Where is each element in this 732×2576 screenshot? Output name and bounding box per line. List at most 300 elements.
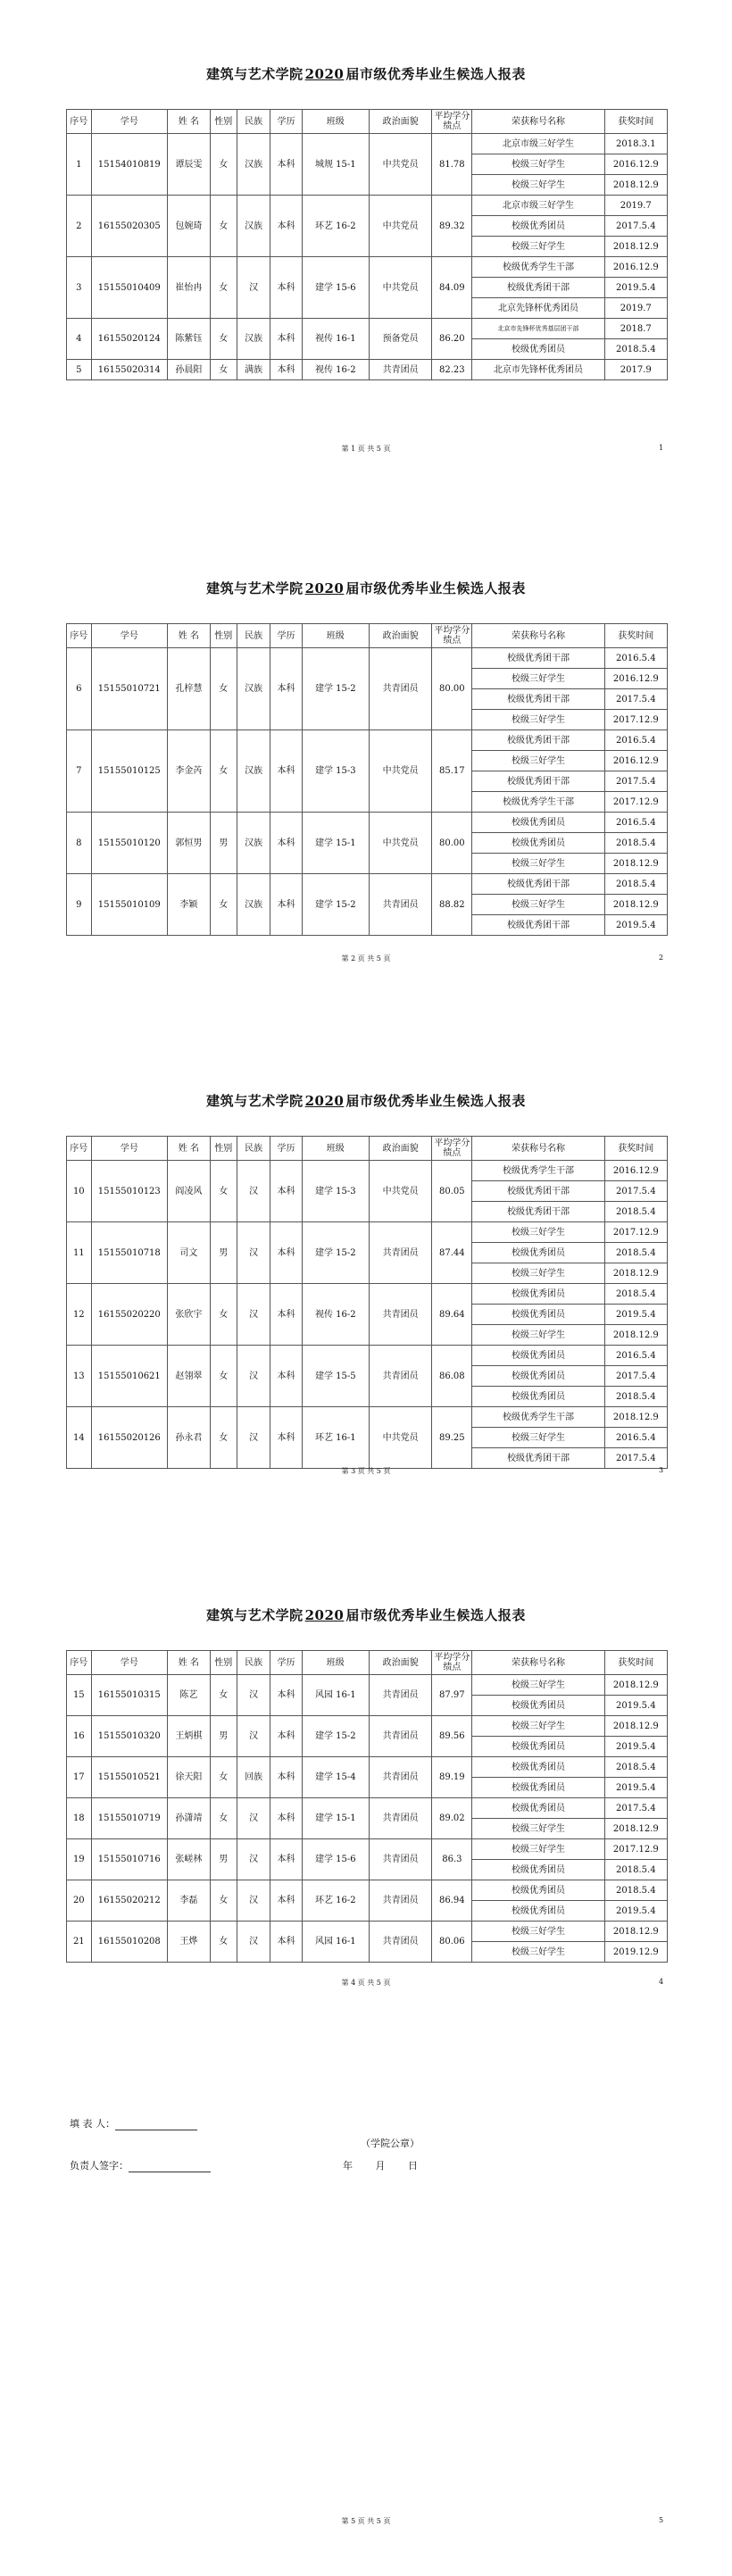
page-title [0, 1605, 732, 1624]
political-status-cell: 共青团员 [369, 1922, 431, 1963]
column-header: 学号 [91, 1651, 167, 1675]
student-id-cell: 15155010521 [91, 1757, 167, 1798]
column-header: 性别 [210, 110, 237, 134]
award-date-cell: 2017.12.9 [604, 1839, 667, 1860]
ethnicity-cell: 汉 [237, 1161, 270, 1222]
column-header: 姓 名 [167, 1137, 210, 1161]
award-date-cell: 2019.5.4 [604, 278, 667, 298]
award-date-cell: 2017.12.9 [604, 792, 667, 813]
award-title-cell: 校级优秀团员 [472, 339, 604, 360]
award-title-cell: 校级优秀团干部 [472, 1202, 604, 1222]
award-date-cell: 2018.5.4 [604, 1757, 667, 1778]
award-date-cell: 2018.5.4 [604, 339, 667, 360]
gender-cell: 女 [210, 874, 237, 936]
award-date-cell: 2019.5.4 [604, 1901, 667, 1922]
student-id-cell: 15155010716 [91, 1839, 167, 1880]
gpa-cell: 89.02 [432, 1798, 472, 1839]
filler-signature-label: 填 表 人： [70, 2118, 115, 2130]
seq-cell: 5 [67, 360, 92, 380]
class-cell: 建学 15-6 [302, 1839, 369, 1880]
award-title-cell: 校级优秀学生干部 [472, 792, 604, 813]
award-title-cell: 校级优秀团干部 [472, 689, 604, 710]
ethnicity-cell: 汉 [237, 1675, 270, 1716]
student-id-cell: 15155010125 [91, 730, 167, 813]
student-id-cell: 15155010621 [91, 1346, 167, 1407]
ethnicity-cell: 汉 [237, 1716, 270, 1757]
award-title-cell: 校级三好学生 [472, 175, 604, 196]
gender-cell: 女 [210, 1346, 237, 1407]
seq-cell: 19 [67, 1839, 92, 1880]
gpa-cell: 80.05 [432, 1161, 472, 1222]
political-status-cell: 共青团员 [369, 874, 431, 936]
ethnicity-cell: 汉族 [237, 813, 270, 874]
title-suffix: 届市级优秀毕业生候选人报表 [345, 66, 526, 82]
column-header: 序号 [67, 1137, 92, 1161]
ethnicity-cell: 汉族 [237, 730, 270, 813]
gpa-cell: 81.78 [432, 134, 472, 196]
seq-cell: 8 [67, 813, 92, 874]
student-id-cell: 16155020124 [91, 319, 167, 360]
award-date-cell: 2018.12.9 [604, 1819, 667, 1839]
gpa-cell: 84.09 [432, 257, 472, 319]
column-header: 性别 [210, 624, 237, 648]
award-date-cell: 2018.12.9 [604, 1716, 667, 1737]
award-title-cell: 校级三好学生 [472, 854, 604, 874]
political-status-cell: 共青团员 [369, 360, 431, 380]
page-title [0, 64, 732, 83]
page-count: 第 1 页 共 5 页 [341, 445, 391, 453]
column-header: 班级 [302, 1137, 369, 1161]
class-cell: 风园 16-1 [302, 1922, 369, 1963]
award-date-cell: 2016.5.4 [604, 1428, 667, 1448]
name-cell: 阎凌风 [167, 1161, 210, 1222]
leader-signature [70, 2158, 211, 2172]
award-date-cell: 2017.5.4 [604, 1798, 667, 1819]
name-cell: 孙潇靖 [167, 1798, 210, 1839]
table-row [67, 730, 668, 751]
ethnicity-cell: 汉 [237, 1407, 270, 1469]
award-title-cell: 校级三好学生 [472, 237, 604, 257]
table-row [67, 1880, 668, 1901]
table-row [67, 1675, 668, 1696]
award-date-cell: 2018.5.4 [604, 1243, 667, 1263]
class-cell: 建学 15-3 [302, 1161, 369, 1222]
seq-cell: 14 [67, 1407, 92, 1469]
table-row [67, 874, 668, 895]
education-cell: 本科 [270, 1757, 302, 1798]
award-date-cell: 2016.5.4 [604, 813, 667, 833]
table-row [67, 257, 668, 278]
award-date-cell: 2019.7 [604, 298, 667, 319]
seq-cell: 11 [67, 1222, 92, 1284]
award-title-cell: 校级优秀团干部 [472, 1181, 604, 1202]
table-row [67, 1716, 668, 1737]
page-number: 4 [659, 1978, 664, 1986]
award-date-cell: 2019.7 [604, 196, 667, 216]
table-row [67, 1346, 668, 1366]
award-title-cell: 校级优秀团员 [472, 1366, 604, 1387]
award-date-cell: 2018.12.9 [604, 854, 667, 874]
gender-cell: 男 [210, 1222, 237, 1284]
political-status-cell: 共青团员 [369, 1839, 431, 1880]
class-cell: 环艺 16-1 [302, 1407, 369, 1469]
ethnicity-cell: 汉 [237, 1346, 270, 1407]
table-row [67, 360, 668, 380]
name-cell: 郭恒男 [167, 813, 210, 874]
ethnicity-cell: 汉 [237, 1880, 270, 1922]
gender-cell: 男 [210, 1839, 237, 1880]
page-number: 5 [659, 2516, 664, 2524]
class-cell: 视传 16-2 [302, 1284, 369, 1346]
gpa-cell: 80.00 [432, 648, 472, 730]
candidate-table [66, 1136, 668, 1469]
class-cell: 建学 15-3 [302, 730, 369, 813]
gpa-cell: 88.82 [432, 874, 472, 936]
gender-cell: 女 [210, 1798, 237, 1839]
seq-cell: 17 [67, 1757, 92, 1798]
ethnicity-cell: 汉族 [237, 874, 270, 936]
award-title-cell: 校级三好学生 [472, 1819, 604, 1839]
name-cell: 崔怡冉 [167, 257, 210, 319]
column-header: 学历 [270, 1137, 302, 1161]
award-date-cell: 2017.5.4 [604, 689, 667, 710]
header-row [67, 1651, 668, 1675]
name-cell: 徐天阳 [167, 1757, 210, 1798]
column-header: 平均学分绩点 [432, 1137, 472, 1161]
college-seal-label: （学院公章） [361, 2138, 420, 2149]
gender-cell: 女 [210, 196, 237, 257]
student-id-cell: 15154010819 [91, 134, 167, 196]
gender-cell: 女 [210, 648, 237, 730]
gender-cell: 女 [210, 1161, 237, 1222]
award-title-cell: 校级三好学生 [472, 1675, 604, 1696]
column-header: 荣获称号名称 [472, 1651, 604, 1675]
gender-cell: 男 [210, 1716, 237, 1757]
gender-cell: 女 [210, 730, 237, 813]
award-date-cell: 2017.5.4 [604, 771, 667, 792]
column-header: 学历 [270, 110, 302, 134]
award-date-cell: 2016.12.9 [604, 669, 667, 689]
class-cell: 建学 15-5 [302, 1346, 369, 1407]
education-cell: 本科 [270, 257, 302, 319]
award-date-cell: 2018.12.9 [604, 1922, 667, 1942]
student-id-cell: 15155010719 [91, 1798, 167, 1839]
table-row [67, 813, 668, 833]
column-header: 班级 [302, 624, 369, 648]
education-cell: 本科 [270, 134, 302, 196]
education-cell: 本科 [270, 1407, 302, 1469]
award-title-cell: 校级优秀团员 [472, 1387, 604, 1407]
filler-signature-line[interactable] [115, 2119, 197, 2130]
table-row [67, 319, 668, 339]
award-title-cell: 校级三好学生 [472, 1942, 604, 1963]
column-header: 学号 [91, 110, 167, 134]
gpa-cell: 82.23 [432, 360, 472, 380]
column-header: 姓 名 [167, 624, 210, 648]
table-row [67, 1757, 668, 1778]
column-header: 班级 [302, 110, 369, 134]
ethnicity-cell: 汉族 [237, 196, 270, 257]
student-id-cell: 15155010123 [91, 1161, 167, 1222]
award-title-cell: 校级优秀团干部 [472, 771, 604, 792]
page-title [0, 579, 732, 597]
student-id-cell: 15155010718 [91, 1222, 167, 1284]
student-id-cell: 15155010320 [91, 1716, 167, 1757]
column-header: 荣获称号名称 [472, 1137, 604, 1161]
gpa-cell: 86.3 [432, 1839, 472, 1880]
column-header: 政治面貌 [369, 1651, 431, 1675]
page-number: 3 [659, 1466, 664, 1474]
gender-cell: 女 [210, 1880, 237, 1922]
award-title-cell: 校级三好学生 [472, 1222, 604, 1243]
education-cell: 本科 [270, 1346, 302, 1407]
political-status-cell: 共青团员 [369, 1675, 431, 1716]
gender-cell: 女 [210, 1675, 237, 1716]
page-footer [0, 954, 732, 964]
class-cell: 建学 15-4 [302, 1757, 369, 1798]
ethnicity-cell: 回族 [237, 1757, 270, 1798]
class-cell: 城规 15-1 [302, 134, 369, 196]
award-date-cell: 2018.3.1 [604, 134, 667, 154]
column-header: 获奖时间 [604, 110, 667, 134]
column-header: 政治面貌 [369, 110, 431, 134]
political-status-cell: 共青团员 [369, 1222, 431, 1284]
title-college: 建筑与艺术学院 [206, 1607, 304, 1623]
award-title-cell: 北京市先锋杯优秀团员 [472, 360, 604, 380]
gender-cell: 女 [210, 1922, 237, 1963]
award-date-cell: 2017.5.4 [604, 1448, 667, 1469]
award-title-cell: 校级优秀团干部 [472, 730, 604, 751]
award-title-cell: 校级三好学生 [472, 1922, 604, 1942]
ethnicity-cell: 汉 [237, 1798, 270, 1839]
ethnicity-cell: 汉族 [237, 319, 270, 360]
gender-cell: 女 [210, 257, 237, 319]
seq-cell: 1 [67, 134, 92, 196]
name-cell: 包婉琦 [167, 196, 210, 257]
award-title-cell: 校级三好学生 [472, 1716, 604, 1737]
class-cell: 视传 16-2 [302, 360, 369, 380]
name-cell: 孙晨阳 [167, 360, 210, 380]
student-id-cell: 16155020126 [91, 1407, 167, 1469]
column-header: 获奖时间 [604, 1651, 667, 1675]
header-row [67, 1137, 668, 1161]
award-title-cell: 校级三好学生 [472, 154, 604, 175]
award-date-cell: 2018.12.9 [604, 1325, 667, 1346]
leader-signature-line[interactable] [129, 2161, 211, 2172]
award-date-cell: 2017.12.9 [604, 1222, 667, 1243]
candidate-table [66, 1650, 668, 1963]
award-title-cell: 校级优秀团员 [472, 833, 604, 854]
seq-cell: 7 [67, 730, 92, 813]
name-cell: 孙永君 [167, 1407, 210, 1469]
student-id-cell: 15155010109 [91, 874, 167, 936]
gpa-cell: 86.94 [432, 1880, 472, 1922]
award-date-cell: 2016.12.9 [604, 1161, 667, 1181]
table-row [67, 1798, 668, 1819]
political-status-cell: 中共党员 [369, 257, 431, 319]
name-cell: 孔梓慧 [167, 648, 210, 730]
column-header: 民族 [237, 624, 270, 648]
award-title-cell: 北京市级三好学生 [472, 196, 604, 216]
seq-cell: 4 [67, 319, 92, 360]
education-cell: 本科 [270, 813, 302, 874]
column-header: 姓 名 [167, 110, 210, 134]
column-header: 学号 [91, 1137, 167, 1161]
name-cell: 李磊 [167, 1880, 210, 1922]
name-cell: 李金芮 [167, 730, 210, 813]
political-status-cell: 共青团员 [369, 1346, 431, 1407]
seq-cell: 3 [67, 257, 92, 319]
award-date-cell: 2017.5.4 [604, 1181, 667, 1202]
name-cell: 王炳棋 [167, 1716, 210, 1757]
gpa-cell: 80.06 [432, 1922, 472, 1963]
column-header: 平均学分绩点 [432, 624, 472, 648]
ethnicity-cell: 满族 [237, 360, 270, 380]
header-row [67, 624, 668, 648]
title-college: 建筑与艺术学院 [206, 580, 304, 596]
column-header: 民族 [237, 1651, 270, 1675]
column-header: 班级 [302, 1651, 369, 1675]
ethnicity-cell: 汉 [237, 1839, 270, 1880]
education-cell: 本科 [270, 1922, 302, 1963]
award-title-cell: 校级优秀团员 [472, 1284, 604, 1305]
table-row [67, 1407, 668, 1428]
award-date-cell: 2016.5.4 [604, 730, 667, 751]
education-cell: 本科 [270, 1839, 302, 1880]
seq-cell: 13 [67, 1346, 92, 1407]
award-date-cell: 2016.12.9 [604, 257, 667, 278]
gpa-cell: 89.56 [432, 1716, 472, 1757]
award-date-cell: 2018.5.4 [604, 833, 667, 854]
gpa-cell: 89.25 [432, 1407, 472, 1469]
award-date-cell: 2019.5.4 [604, 1696, 667, 1716]
class-cell: 建学 15-1 [302, 813, 369, 874]
award-title-cell: 校级优秀团员 [472, 1737, 604, 1757]
column-header: 获奖时间 [604, 624, 667, 648]
seq-cell: 6 [67, 648, 92, 730]
student-id-cell: 16155020212 [91, 1880, 167, 1922]
award-date-cell: 2016.5.4 [604, 1346, 667, 1366]
class-cell: 建学 15-1 [302, 1798, 369, 1839]
class-cell: 建学 15-6 [302, 257, 369, 319]
award-title-cell: 校级优秀团员 [472, 1305, 604, 1325]
award-title-cell: 校级优秀团员 [472, 1346, 604, 1366]
award-title-cell: 校级三好学生 [472, 895, 604, 915]
table-row [67, 648, 668, 669]
student-id-cell: 15155010120 [91, 813, 167, 874]
political-status-cell: 共青团员 [369, 1798, 431, 1839]
title-suffix: 届市级优秀毕业生候选人报表 [345, 1607, 526, 1623]
name-cell: 陈紫钰 [167, 319, 210, 360]
award-date-cell: 2017.9 [604, 360, 667, 380]
award-date-cell: 2017.5.4 [604, 216, 667, 237]
title-college: 建筑与艺术学院 [206, 1093, 304, 1109]
award-date-cell: 2018.12.9 [604, 895, 667, 915]
sign-date [343, 2158, 418, 2172]
award-title-cell: 校级优秀团干部 [472, 874, 604, 895]
page-count: 第 3 页 共 5 页 [341, 1467, 391, 1475]
sign-date-label: 年 月 日 [343, 2160, 418, 2172]
seq-cell: 2 [67, 196, 92, 257]
award-title-cell: 校级三好学生 [472, 1325, 604, 1346]
name-cell: 王烨 [167, 1922, 210, 1963]
award-date-cell: 2019.5.4 [604, 1305, 667, 1325]
title-suffix: 届市级优秀毕业生候选人报表 [345, 1093, 526, 1109]
ethnicity-cell: 汉 [237, 1284, 270, 1346]
education-cell: 本科 [270, 1798, 302, 1839]
award-date-cell: 2018.5.4 [604, 1202, 667, 1222]
ethnicity-cell: 汉 [237, 1922, 270, 1963]
class-cell: 环艺 16-2 [302, 1880, 369, 1922]
award-title-cell: 校级优秀团员 [472, 1901, 604, 1922]
column-header: 学历 [270, 1651, 302, 1675]
title-college: 建筑与艺术学院 [206, 66, 304, 82]
education-cell: 本科 [270, 1222, 302, 1284]
award-title-cell: 校级优秀团员 [472, 1798, 604, 1819]
award-title-cell: 北京市先锋杯优秀基层团干部 [472, 319, 604, 339]
column-header: 性别 [210, 1137, 237, 1161]
education-cell: 本科 [270, 1284, 302, 1346]
gpa-cell: 86.08 [432, 1346, 472, 1407]
political-status-cell: 中共党员 [369, 196, 431, 257]
class-cell: 视传 16-1 [302, 319, 369, 360]
political-status-cell: 共青团员 [369, 1284, 431, 1346]
column-header: 序号 [67, 624, 92, 648]
award-title-cell: 北京市级三好学生 [472, 134, 604, 154]
award-date-cell: 2017.12.9 [604, 710, 667, 730]
candidate-table [66, 623, 668, 936]
award-date-cell: 2018.12.9 [604, 237, 667, 257]
award-date-cell: 2016.5.4 [604, 648, 667, 669]
award-title-cell: 校级三好学生 [472, 1263, 604, 1284]
gender-cell: 女 [210, 319, 237, 360]
class-cell: 建学 15-2 [302, 1716, 369, 1757]
education-cell: 本科 [270, 319, 302, 360]
award-title-cell: 北京先锋杯优秀团员 [472, 298, 604, 319]
award-date-cell: 2018.5.4 [604, 874, 667, 895]
award-title-cell: 校级优秀团员 [472, 1880, 604, 1901]
table-row [67, 1222, 668, 1243]
education-cell: 本科 [270, 1880, 302, 1922]
political-status-cell: 共青团员 [369, 1716, 431, 1757]
education-cell: 本科 [270, 874, 302, 936]
student-id-cell: 16155020314 [91, 360, 167, 380]
class-cell: 建学 15-2 [302, 1222, 369, 1284]
name-cell: 李颖 [167, 874, 210, 936]
title-year: 2020 [304, 580, 345, 596]
name-cell: 陈艺 [167, 1675, 210, 1716]
leader-signature-label: 负责人签字： [70, 2160, 129, 2172]
column-header: 平均学分绩点 [432, 110, 472, 134]
page-footer [0, 1978, 732, 1988]
gpa-cell: 89.64 [432, 1284, 472, 1346]
title-year: 2020 [304, 1093, 345, 1109]
title-suffix: 届市级优秀毕业生候选人报表 [345, 580, 526, 596]
political-status-cell: 中共党员 [369, 730, 431, 813]
gender-cell: 女 [210, 1407, 237, 1469]
seq-cell: 15 [67, 1675, 92, 1716]
gender-cell: 女 [210, 1284, 237, 1346]
political-status-cell: 共青团员 [369, 1757, 431, 1798]
award-date-cell: 2019.12.9 [604, 1942, 667, 1963]
award-date-cell: 2018.12.9 [604, 1675, 667, 1696]
education-cell: 本科 [270, 1675, 302, 1716]
award-title-cell: 校级优秀团员 [472, 813, 604, 833]
award-date-cell: 2018.5.4 [604, 1880, 667, 1901]
column-header: 学历 [270, 624, 302, 648]
name-cell: 赵翎翠 [167, 1346, 210, 1407]
page-number: 2 [659, 954, 664, 962]
